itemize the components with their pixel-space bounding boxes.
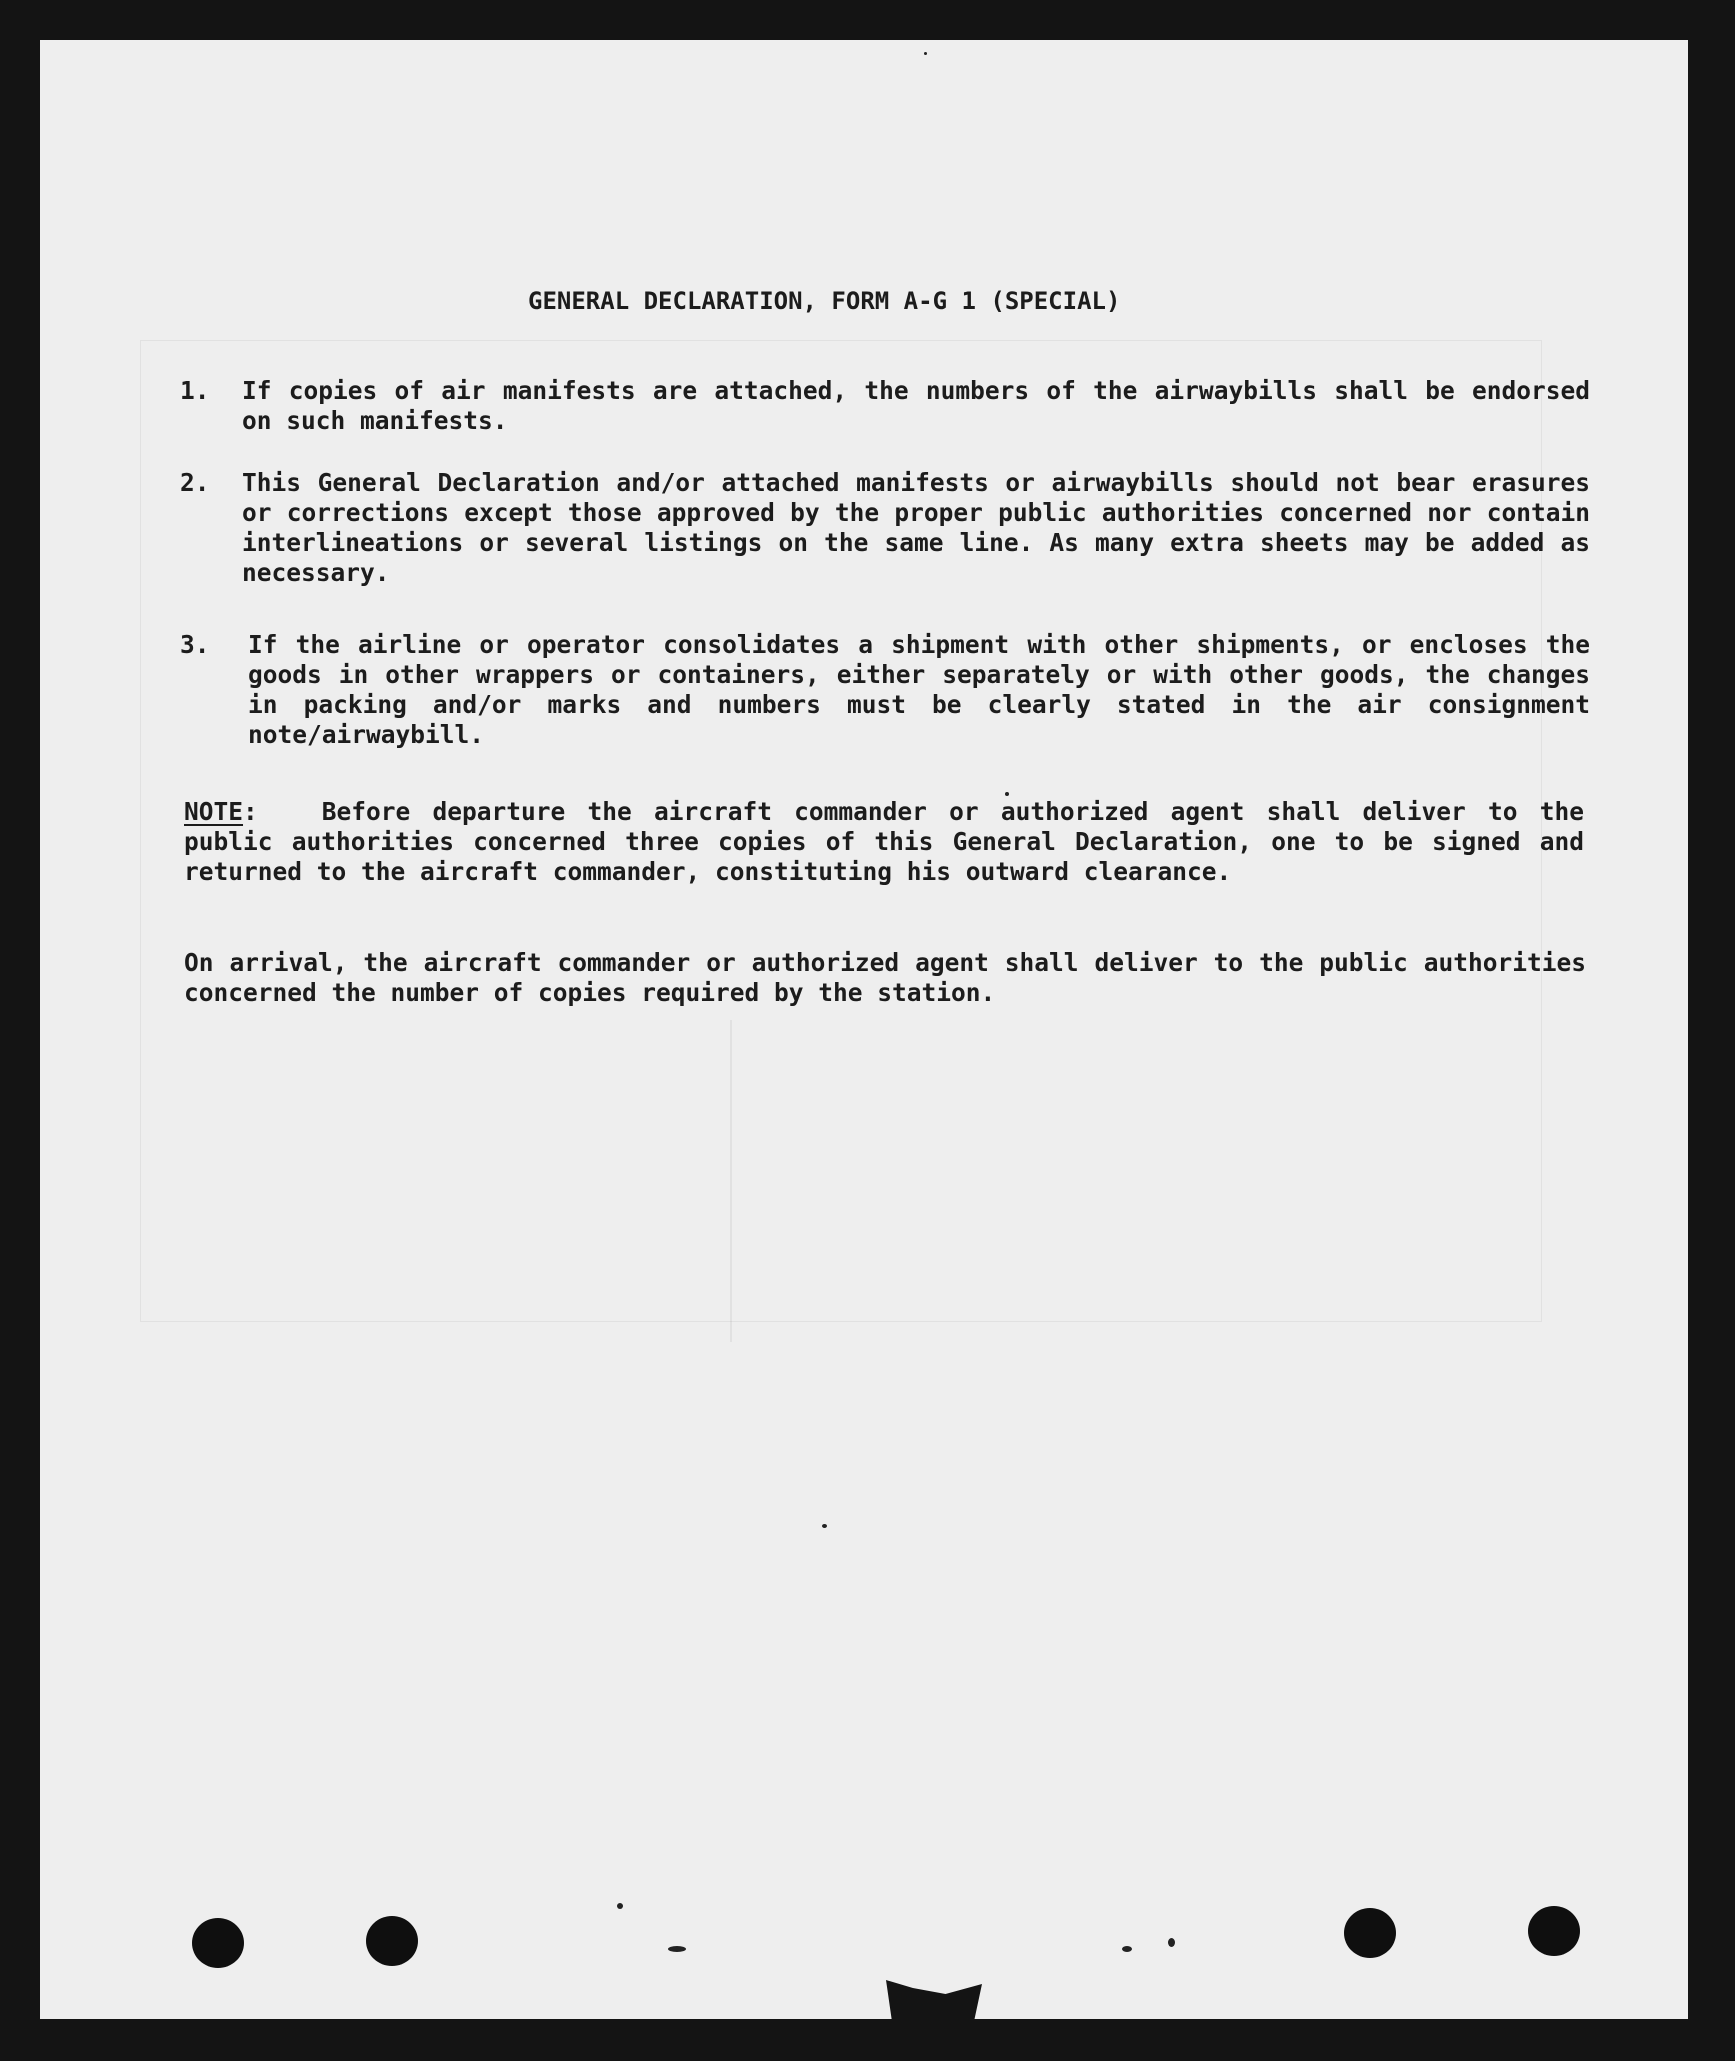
item-number: 2. — [180, 468, 210, 497]
arrival-paragraph: On arrival, the aircraft commander or authorized agent shall deliver to the public authorities concerned the number of copies required by the station. — [184, 948, 1586, 1007]
item-text: If copies of air manifests are attached, the numbers of the airwaybills shall be endorsed on such manifests. — [242, 376, 1590, 435]
speck — [924, 52, 927, 55]
punch-hole — [192, 1918, 244, 1968]
punch-hole — [366, 1916, 418, 1966]
document-page — [40, 40, 1688, 2019]
document-title: GENERAL DECLARATION, FORM A-G 1 (SPECIAL) — [528, 287, 1121, 315]
note-label: NOTE — [184, 797, 244, 826]
speck — [1122, 1946, 1132, 1952]
speck — [822, 1524, 827, 1528]
item-text: This General Declaration and/or attached manifests or airwaybills should not bear erasures or corrections except those approved by the proper public authorities concerned nor contain interlineations or several listings on the same line. As many extra sheets may be added as necessary. — [242, 468, 1590, 587]
note-colon: : — [243, 797, 258, 826]
punch-hole — [1528, 1906, 1580, 1956]
note-paragraph — [184, 797, 1584, 887]
note-text: Before departure the aircraft commander or authorized agent shall deliver to the public authorities concerned three copies of this General Declaration, one to be signed and returned to the aircraft commander, constituting his outward clearance. — [184, 797, 1584, 886]
speck — [1005, 792, 1009, 796]
punch-hole — [1344, 1908, 1396, 1958]
speck — [1168, 1938, 1175, 1947]
speck — [617, 1903, 623, 1909]
item-text: If the airline or operator consolidates a shipment with other shipments, or encloses the goods in other wrappers or containers, either separately or with other goods, the changes in packing and/or marks and numbers must be clearly stated in the air consignment note/airwaybill. — [248, 630, 1590, 749]
item-number: 3. — [180, 630, 210, 659]
item-number: 1. — [180, 376, 210, 405]
document-body — [40, 40, 1688, 2019]
speck — [668, 1946, 686, 1952]
